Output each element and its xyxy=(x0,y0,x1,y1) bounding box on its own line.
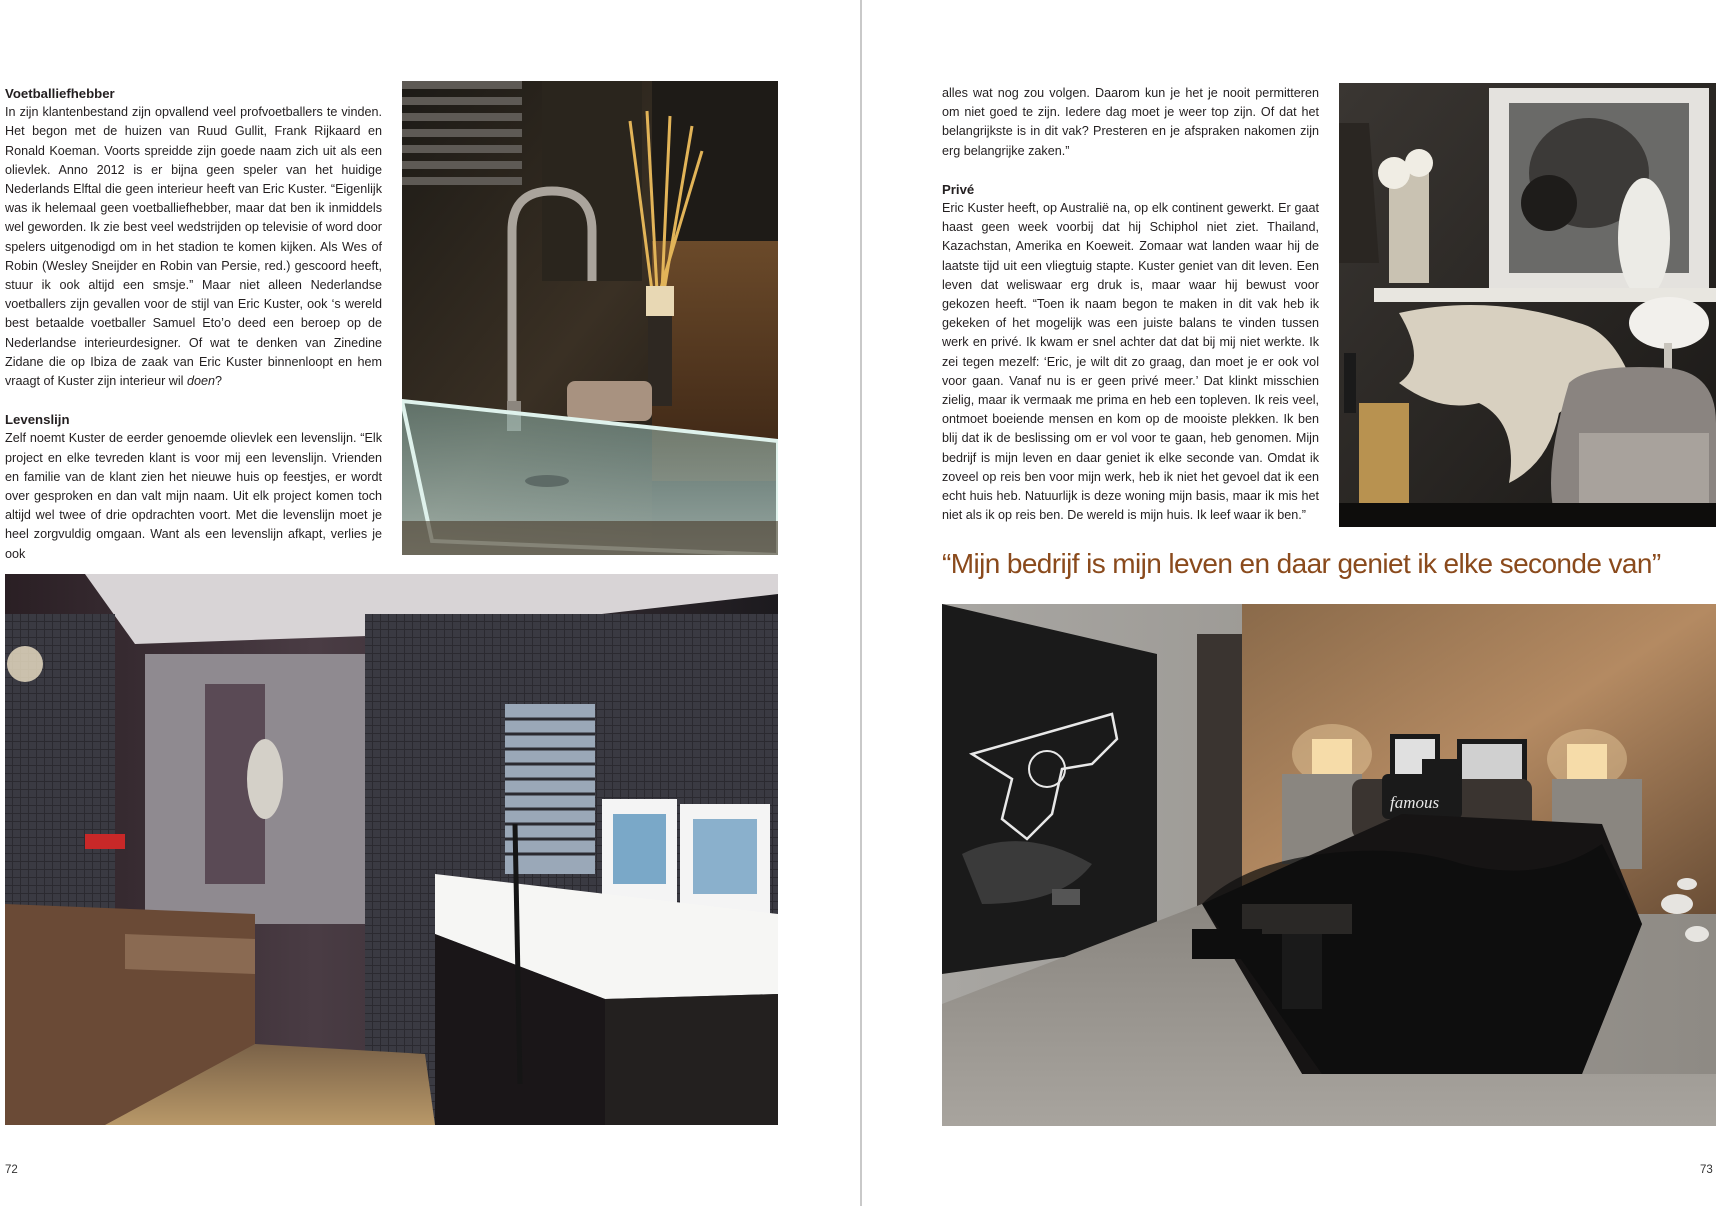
photo-shelf-interior xyxy=(1339,83,1716,527)
famous-pillow-text: famous xyxy=(1390,793,1440,812)
heading-prive: Privé xyxy=(942,181,975,197)
paragraph-continuation: alles wat nog zou volgen. Daarom kun je het je nooit permitteren om niet goed te zijn. Iedere dag moet je weer top zijn. Of dat het belangrijkste is in dit vak? Presteren en je afspraken nakomen zijn erg belangrijke zaken.” xyxy=(942,86,1319,158)
paragraph-prive: Eric Kuster heeft, op Australië na, op elk continent gewerkt. Er gaat haast geen week voorbij dat hij Schiphol niet ziet. Thailand, Kazachstan, Amerika en Koeweit. Zomaar wat landen waar hij de laatste tijd uit een vliegtuig stapte. Kuster geniet van dit leven. Een leven dat weliswaar erg druk is, maar waar hij bewust voor gekozen heeft. “Toen ik naam begon te maken in dit vak heb ik gekeken of het mogelijk was een juiste balans te vinden tussen werk en privé. Ik kwam er snel achter dat dat bij mij niet werkte. Ik zei tegen mezelf: ‘Eric, je wilt dit zo graag, dan moet je er ook vol voor gaan. Vanaf nu is er geen privé meer.’ Dat klinkt misschien zielig, maar ik vermaak me prima en heb een topleven. Ik reis veel, ontmoet boeiende mensen en kom op de mooiste plekken. Ik ben blij dat ik de beslissing om er vol voor te gaan, heb genomen. Mijn bedrijf is mijn leven en daar geniet ik elke seconde van. Omdat ik zoveel op reis ben voor mijn werk, heb ik niet het gevoel dat ik een echt huis heb. Natuurlijk is deze woning mijn basis, maar ik mis het niet als ik op reis ben. De wereld is mijn huis. Ik leef waar ik ben.” xyxy=(942,201,1319,523)
emphasis-doen: doen xyxy=(186,374,216,389)
photo-bedroom xyxy=(942,604,1716,1126)
paragraph-levenslijn: Zelf noemt Kuster de eerder genoemde olievlek een levenslijn. “Elk project en elke tevreden klant is voor mij een levenslijn. Vrienden en familie van de klant zien het nieuwe huis op feestjes, er wordt over gesproken en dan valt mijn naam. Uit elk project komen toch altijd wel twee of drie opdrachten voort. Met die levenslijn moet je heel zorgvuldig omgaan. Want als een levenslijn afkapt, verlies je ook xyxy=(5,431,382,561)
pull-quote: “Mijn bedrijf is mijn leven en daar geniet ik elke seconde van” xyxy=(942,548,1661,579)
page-number-right: 73 xyxy=(1700,1164,1713,1176)
left-text-column xyxy=(5,84,382,564)
page-number-left: 72 xyxy=(5,1164,18,1176)
heading-voetballiefhebber: Voetballiefhebber xyxy=(5,86,115,101)
right-page xyxy=(862,0,1719,1206)
heading-levenslijn: Levenslijn xyxy=(5,412,70,428)
photo-bathroom xyxy=(5,574,778,1125)
paragraph-voetballiefhebber: In zijn klantenbestand zijn opvallend veel profvoetballers te vinden. Het begon met de huizen van Ruud Gullit, Frank Rijkaard en Ronald Koeman. Voorts spreidde zijn goede naam zich uit als een olievlek. Anno 2012 is er bijna geen speler van het huidige Nederlands Elftal die geen interieur heeft van Eric Kuster. “Eigenlijk was ik helemaal geen voetballiefhebber, maar dat ben ik inmiddels wel geworden. Ik zie best veel wedstrijden op televisie of word door spelers uitgenodigd om in het stadion te komen kijken. Als Wes of Robin (Wesley Sneijder en Robin van Persie, red.) gescoord heeft, stuur ik ook altijd een smsje.” Maar niet alleen Nederlandse voetballers zijn gevallen voor de stijl van Eric Kuster, ook ‘s wereld best betaalde voetballer Samuel Eto’o deed een beroep op de Nederlandse interieurdesigner. Of wat te denken van Zinedine Zidane die op Ibiza de zaak van Eric Kuster binnenloopt en hem vraagt of Kuster zijn interieur wil doen? xyxy=(5,105,382,389)
photo-glass-sink xyxy=(402,81,778,555)
right-text-column xyxy=(942,84,1319,525)
